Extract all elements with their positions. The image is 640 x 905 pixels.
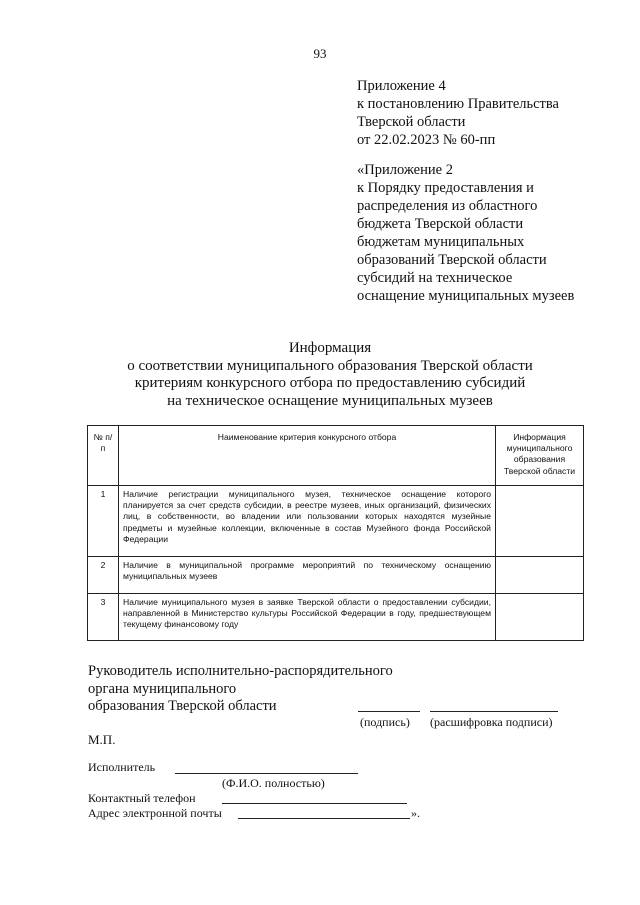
signature-line-text: Руководитель исполнительно-распорядительного xyxy=(88,663,393,679)
header-num: № п/п xyxy=(88,426,119,486)
appendix2-line: бюджетам муниципальных xyxy=(357,234,525,250)
closing-quote: ». xyxy=(411,806,420,820)
title-line: критериям конкурсного отбора по предоставлению субсидий xyxy=(134,375,526,391)
document-title xyxy=(60,340,600,410)
decode-caption: (расшифровка подписи) xyxy=(430,715,553,729)
row-info-cell[interactable] xyxy=(496,594,584,641)
appendix2-line: распределения из областного xyxy=(357,198,538,214)
appendix2-line: субсидий на техническое xyxy=(357,270,513,286)
appendix2-line: бюджета Тверской области xyxy=(357,216,524,232)
appendix-line: Приложение 4 xyxy=(357,78,446,94)
phone-label: Контактный телефон xyxy=(88,791,196,805)
appendix2-reference xyxy=(357,161,574,305)
appendix-line: Тверской области xyxy=(357,114,466,130)
row-info-cell[interactable] xyxy=(496,486,584,557)
row-criterion: Наличие муниципального музея в заявке Тверской области о предоставлении субсидии, направленной в Министерство культуры Российской Федерации в году, предшествующем текущему финансовому году xyxy=(119,594,496,641)
appendix2-line: «Приложение 2 xyxy=(357,162,453,178)
email-label: Адрес электронной почты xyxy=(88,806,222,820)
signature-line-text: образования Тверской области xyxy=(88,698,277,714)
executor-label: Исполнитель xyxy=(88,760,156,774)
signature-line-text: органа муниципального xyxy=(88,680,237,697)
appendix-line: к постановлению Правительства xyxy=(357,96,559,112)
title-line: Информация xyxy=(288,340,372,356)
decode-field[interactable] xyxy=(430,711,558,712)
table-header-row xyxy=(88,426,584,486)
page-number: 93 xyxy=(313,46,327,61)
appendix-reference xyxy=(357,77,559,149)
email-field[interactable] xyxy=(238,818,410,819)
executor-name-field[interactable] xyxy=(175,773,358,774)
table-row xyxy=(88,486,584,557)
executor-fio-caption: (Ф.И.О. полностью) xyxy=(222,776,325,790)
appendix2-line: образований Тверской области xyxy=(357,252,547,268)
row-num: 2 xyxy=(88,557,119,594)
signature-field[interactable] xyxy=(358,711,420,712)
table-row xyxy=(88,557,584,594)
row-criterion: Наличие в муниципальной программе мероприятий по техническому оснащению муниципальных музеев xyxy=(119,557,496,594)
header-info: Информация муниципального образования Тверской области xyxy=(496,426,584,486)
row-num: 3 xyxy=(88,594,119,641)
header-criterion: Наименование критерия конкурсного отбора xyxy=(119,426,496,486)
row-num: 1 xyxy=(88,486,119,557)
appendix-line: от 22.02.2023 № 60-пп xyxy=(357,132,496,148)
table-row xyxy=(88,594,584,641)
row-criterion: Наличие регистрации муниципального музея, техническое оснащение которого планируется за счет средств субсидии, в реестре музеев, иных организаций, физических лиц, в собственности, во владении или пользовании которых находятся музейные предметы и музейные коллекции, включенные в состав Музейного фонда Российской Федерации xyxy=(119,486,496,557)
phone-field[interactable] xyxy=(222,803,407,804)
stamp-place-label: М.П. xyxy=(88,732,116,747)
title-line: на техническое оснащение муниципальных музеев xyxy=(167,392,493,409)
criteria-table xyxy=(87,425,584,641)
appendix2-line: оснащение муниципальных музеев xyxy=(357,288,575,304)
title-line: о соответствии муниципального образования Тверской области xyxy=(127,357,533,374)
appendix2-line: к Порядку предоставления и xyxy=(357,180,534,196)
signature-caption: (подпись) xyxy=(360,715,410,729)
head-signature-block xyxy=(88,663,393,716)
row-info-cell[interactable] xyxy=(496,557,584,594)
